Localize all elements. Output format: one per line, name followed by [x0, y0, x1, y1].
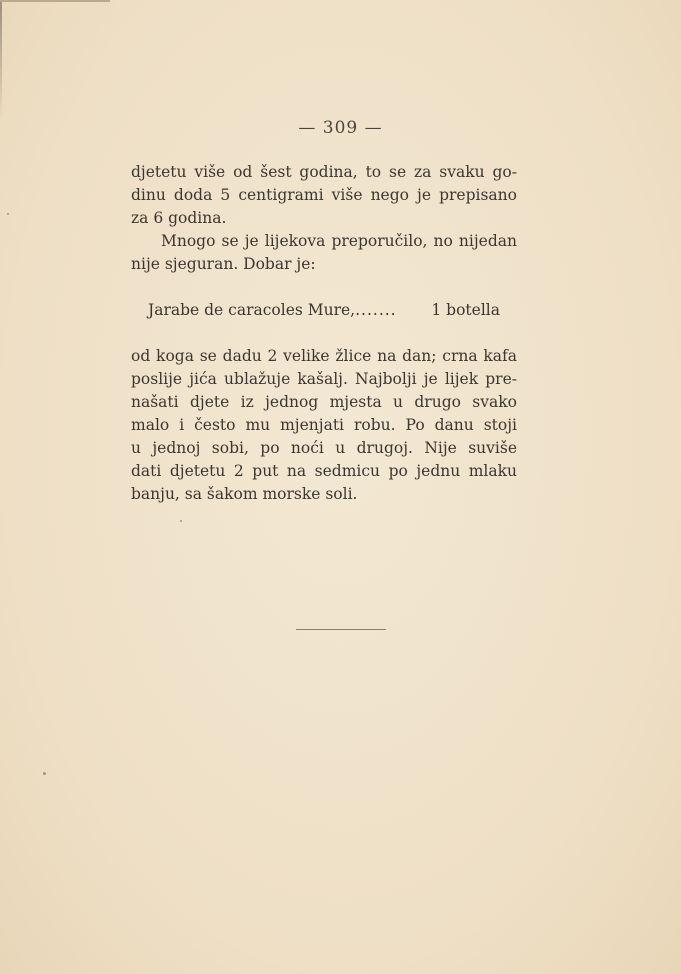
- paragraph-3: [131, 345, 517, 506]
- paper-speck: [180, 520, 182, 522]
- section-divider: [296, 629, 386, 630]
- paper-speck: [43, 772, 46, 775]
- recipe-line: [148, 301, 500, 319]
- top-edge-line: [0, 0, 110, 2]
- text-line: dinu doda 5 centigrami više nego je prepisano: [131, 186, 517, 204]
- text-line: nije sjeguran. Dobar je:: [131, 255, 316, 273]
- text-line: od koga se dadu 2 velike žlice na dan; crna kafa: [131, 347, 517, 365]
- text-line: u jednoj sobi, po noći u drugoj. Nije suviše: [131, 439, 517, 457]
- text-line: našati djete iz jednog mjesta u drugo svako: [131, 393, 517, 411]
- text-line: banju, sa šakom morske soli.: [131, 485, 358, 503]
- paragraph-2: [131, 230, 517, 276]
- text-line: za 6 godina.: [131, 209, 227, 227]
- recipe-quantity: 1 botella: [431, 301, 500, 319]
- recipe-name: [148, 301, 397, 319]
- recipe-name-text: Jarabe de caracoles Mure,: [148, 301, 356, 319]
- text-line: djetetu više od šest godina, to se za svaku go-: [131, 163, 517, 181]
- page-edge-mark: [0, 0, 2, 120]
- text-line: poslije jića ublažuje kašalj. Najbolji je lijek pre-: [131, 370, 517, 388]
- text-line: dati djetetu 2 put na sedmicu po jednu mlaku: [131, 462, 517, 480]
- paragraph-1: [131, 161, 517, 230]
- text-line: malo i često mu mjenjati robu. Po danu stoji: [131, 416, 517, 434]
- text-line: Mnogo se je lijekova preporučilo, no nijedan: [161, 232, 517, 250]
- page-number: — 309 —: [298, 118, 383, 138]
- paper-speck: [7, 213, 9, 215]
- recipe-leader-dots: .......: [355, 301, 397, 319]
